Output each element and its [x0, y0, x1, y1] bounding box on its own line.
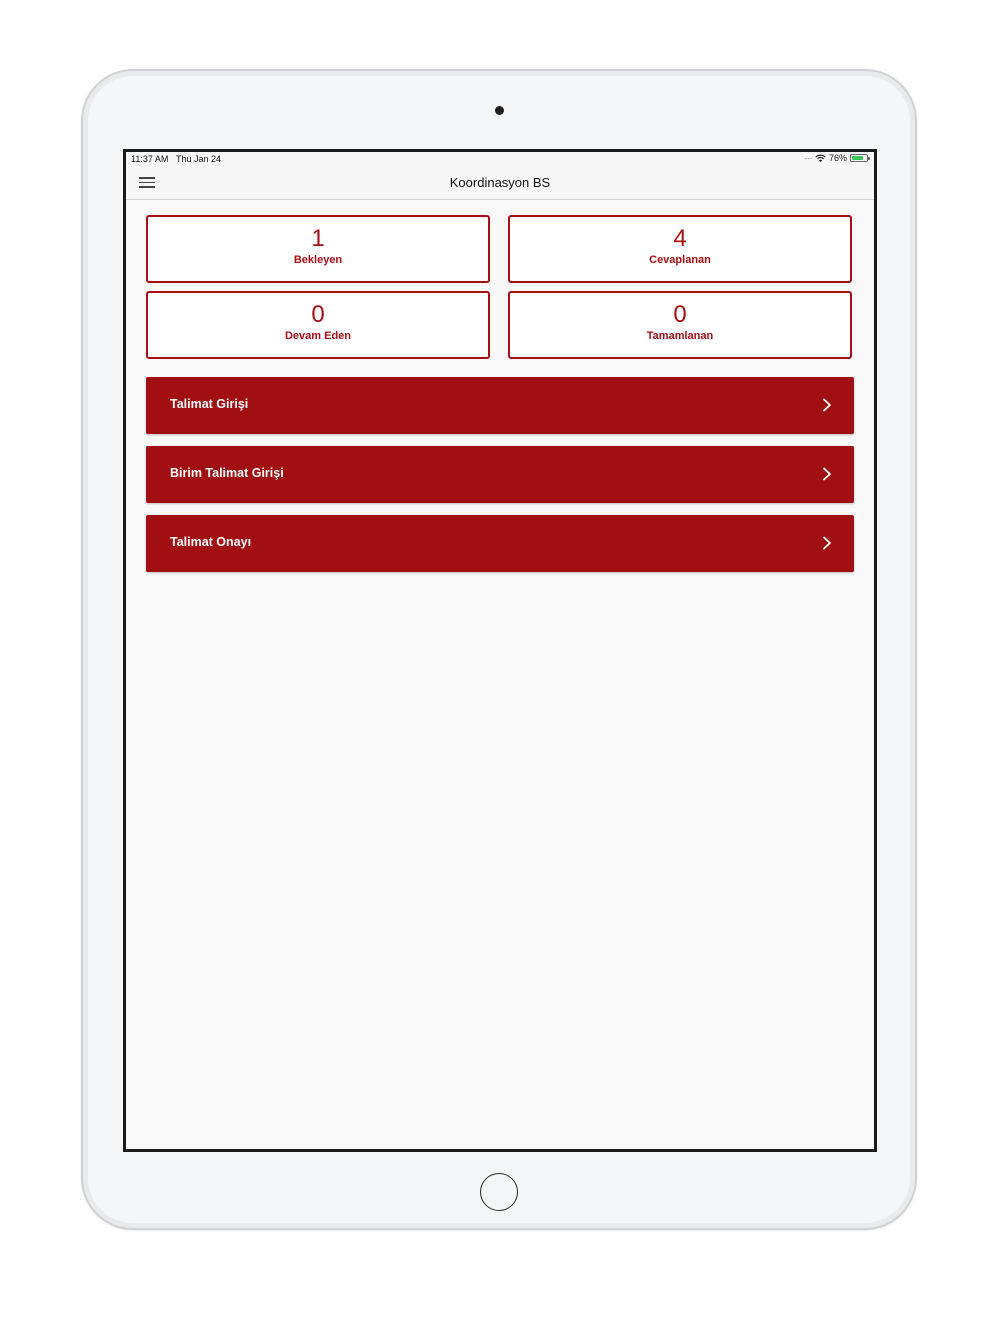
- status-bar: [126, 152, 874, 166]
- cellular-signal-icon: ·····: [803, 153, 812, 163]
- camera-dot: [495, 106, 504, 115]
- button-label: Talimat Girişi: [170, 397, 249, 411]
- status-date: Thu Jan 24: [176, 154, 222, 164]
- app-screen: [126, 152, 874, 1149]
- stat-card-devam-eden[interactable]: [146, 291, 490, 359]
- stat-value: 0: [673, 301, 687, 328]
- stat-label: Bekleyen: [293, 254, 343, 266]
- stat-card-bekleyen[interactable]: [146, 215, 490, 283]
- home-button[interactable]: [480, 1173, 518, 1211]
- birim-talimat-girisi-button[interactable]: [146, 446, 854, 503]
- stat-card-tamamlanan[interactable]: [508, 291, 852, 359]
- status-indicators: [804, 153, 868, 163]
- stat-value: 4: [673, 225, 687, 252]
- chevron-right-icon: [822, 398, 832, 412]
- button-label: Birim Talimat Girişi: [170, 466, 284, 480]
- stat-label: Tamamlanan: [646, 330, 714, 342]
- talimat-girisi-button[interactable]: [146, 377, 854, 434]
- page-title: Koordinasyon BS: [449, 175, 551, 190]
- chevron-right-icon: [822, 467, 832, 481]
- status-time: 11:37 AM: [131, 154, 169, 164]
- stat-label: Devam Eden: [284, 330, 352, 342]
- stat-card-cevaplanan[interactable]: [508, 215, 852, 283]
- wifi-icon: [815, 154, 826, 163]
- stat-value: 0: [311, 301, 325, 328]
- navigation-bar: [126, 166, 874, 200]
- talimat-onayi-button[interactable]: [146, 515, 854, 572]
- button-label: Talimat Onayı: [170, 535, 252, 549]
- chevron-right-icon: [822, 536, 832, 550]
- battery-icon: [850, 154, 868, 162]
- stat-label: Cevaplanan: [649, 254, 711, 266]
- battery-percent: 76%: [828, 153, 847, 163]
- device-screen: [123, 149, 877, 1152]
- stat-value: 1: [311, 225, 325, 252]
